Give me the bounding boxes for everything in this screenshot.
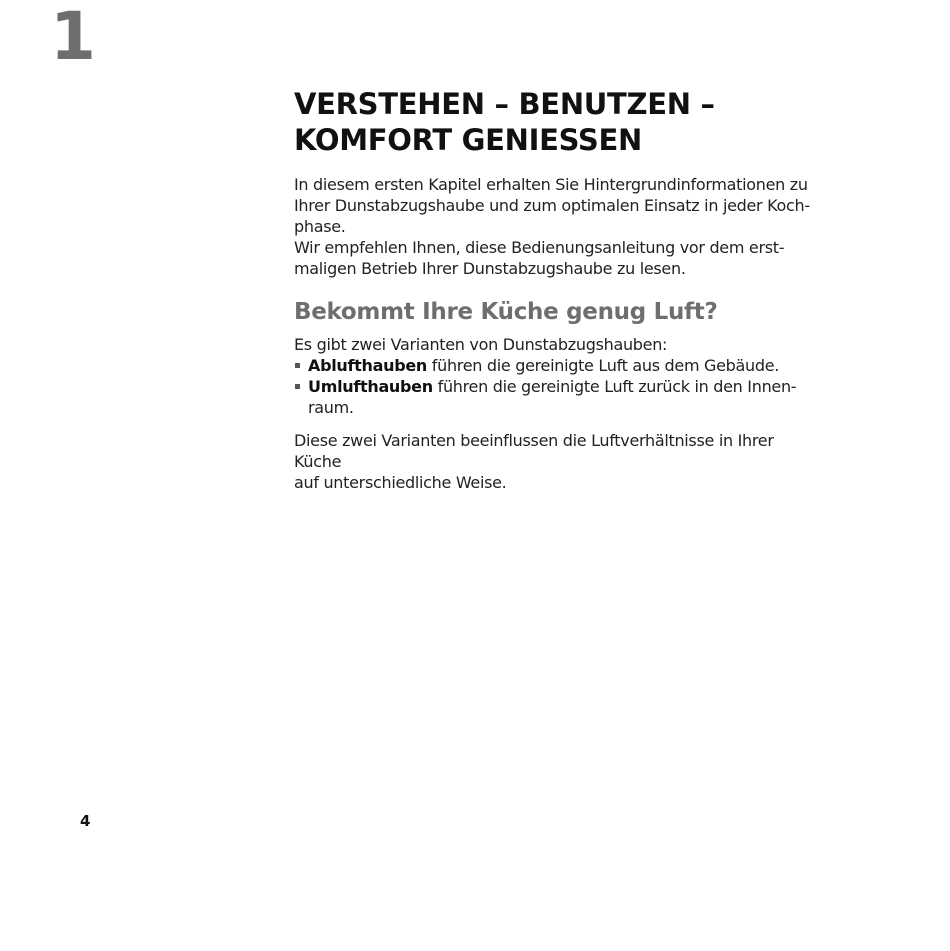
square-bullet-icon bbox=[295, 384, 300, 389]
intro-line-3: phase. bbox=[294, 217, 346, 236]
bullet-term: Umlufthauben bbox=[308, 377, 433, 396]
closing-line-1: Diese zwei Varianten beeinflussen die Luftverhältnisse in Ihrer Küche bbox=[294, 431, 774, 471]
page-title-line-1: VERSTEHEN – BENUTZEN – bbox=[294, 87, 715, 121]
chapter-number: 1 bbox=[50, 0, 96, 75]
closing-paragraph bbox=[294, 430, 814, 493]
section-lead: Es gibt zwei Varianten von Dunstabzugshauben: bbox=[294, 335, 668, 354]
section-body bbox=[294, 334, 814, 418]
page-number: 4 bbox=[80, 812, 91, 830]
intro-line-4: Wir empfehlen Ihnen, diese Bedienungsanleitung vor dem erst- bbox=[294, 238, 785, 257]
bullet-text-continuation: raum. bbox=[308, 398, 354, 417]
closing-line-2: auf unterschiedliche Weise. bbox=[294, 473, 507, 492]
page-title-line-2: KOMFORT GENIESSEN bbox=[294, 123, 642, 157]
bullet-text: führen die gereinigte Luft zurück in den Innen- bbox=[432, 377, 797, 396]
list-item bbox=[294, 355, 814, 376]
intro-line-1: In diesem ersten Kapitel erhalten Sie Hintergrundinformationen zu bbox=[294, 175, 808, 194]
intro-line-2: Ihrer Dunstabzugshaube und zum optimalen Einsatz in jeder Koch- bbox=[294, 196, 810, 215]
intro-line-5: maligen Betrieb Ihrer Dunstabzugshaube zu lesen. bbox=[294, 259, 686, 278]
section-heading: Bekommt Ihre Küche genug Luft? bbox=[294, 299, 718, 325]
list-item bbox=[294, 376, 814, 418]
content-area bbox=[294, 86, 814, 493]
bullet-list bbox=[294, 355, 814, 418]
bullet-text: führen die gereinigte Luft aus dem Gebäude. bbox=[427, 356, 780, 375]
intro-paragraph bbox=[294, 174, 814, 279]
square-bullet-icon bbox=[295, 363, 300, 368]
page-title bbox=[294, 86, 814, 158]
bullet-term: Ablufthauben bbox=[308, 356, 427, 375]
